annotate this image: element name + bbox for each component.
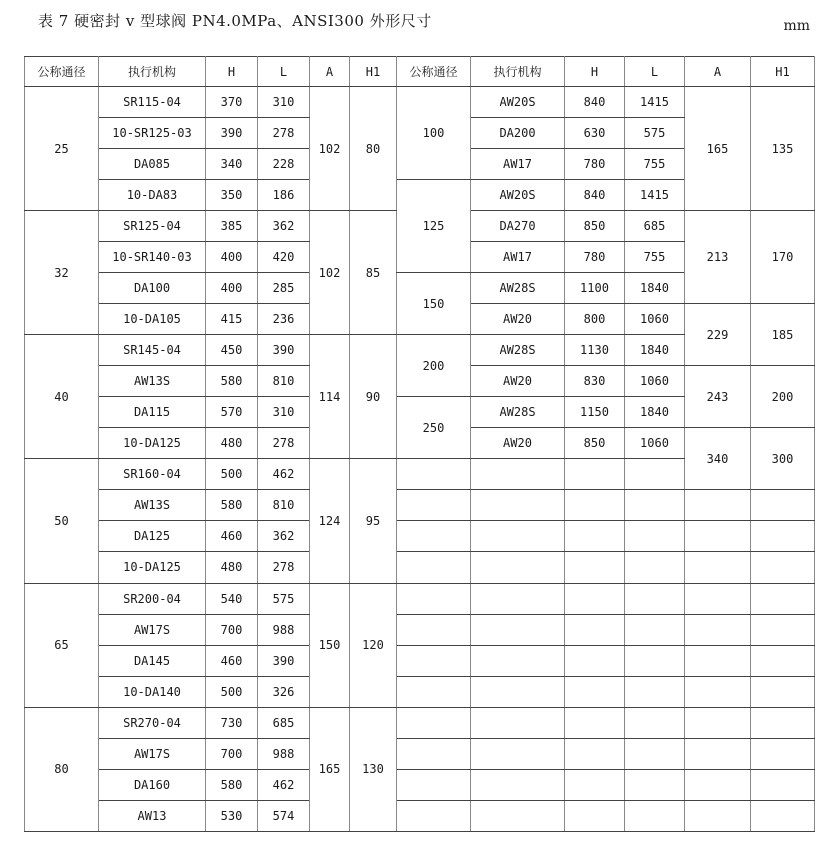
actuator-cell: SR160-04	[99, 459, 206, 490]
height-cell: 460	[206, 521, 258, 552]
empty-cell	[397, 490, 471, 521]
column-header: 公称通径	[397, 57, 471, 87]
table-row	[25, 676, 815, 707]
height-cell: 850	[565, 211, 625, 242]
table-row	[25, 87, 815, 118]
table-row	[25, 769, 815, 800]
length-cell: 1840	[625, 397, 685, 428]
empty-cell	[625, 614, 685, 645]
column-header: L	[625, 57, 685, 87]
actuator-cell: AW20S	[471, 180, 565, 211]
actuator-cell: AW13S	[99, 490, 206, 521]
empty-cell	[397, 676, 471, 707]
length-cell: 1415	[625, 87, 685, 118]
empty-cell	[625, 459, 685, 490]
actuator-cell: 10-SR140-03	[99, 242, 206, 273]
a-dimension-cell: 150	[310, 583, 350, 707]
nominal-diameter-cell: 150	[397, 273, 471, 335]
actuator-cell: AW17	[471, 242, 565, 273]
h1-dimension-cell: 130	[350, 707, 397, 831]
actuator-cell: 10-DA125	[99, 552, 206, 583]
table-row	[25, 800, 815, 831]
a-dimension-cell: 102	[310, 87, 350, 211]
column-header: 执行机构	[471, 57, 565, 87]
empty-cell	[625, 707, 685, 738]
empty-cell	[751, 676, 815, 707]
empty-cell	[471, 521, 565, 552]
height-cell: 480	[206, 428, 258, 459]
empty-cell	[565, 459, 625, 490]
empty-cell	[625, 645, 685, 676]
actuator-cell: 10-DA105	[99, 304, 206, 335]
a-dimension-cell: 340	[685, 428, 751, 490]
height-cell: 370	[206, 87, 258, 118]
actuator-cell: AW20	[471, 304, 565, 335]
empty-cell	[397, 521, 471, 552]
height-cell: 800	[565, 304, 625, 335]
actuator-cell: AW17S	[99, 738, 206, 769]
table-row	[25, 707, 815, 738]
length-cell: 310	[258, 87, 310, 118]
actuator-cell: DA145	[99, 645, 206, 676]
empty-cell	[565, 521, 625, 552]
header-row	[25, 57, 815, 87]
a-dimension-cell: 213	[685, 211, 751, 304]
empty-cell	[685, 552, 751, 583]
actuator-cell: AW20	[471, 366, 565, 397]
nominal-diameter-cell: 250	[397, 397, 471, 459]
length-cell: 1840	[625, 273, 685, 304]
h1-dimension-cell: 85	[350, 211, 397, 335]
length-cell: 186	[258, 180, 310, 211]
length-cell: 1060	[625, 428, 685, 459]
nominal-diameter-cell: 100	[397, 87, 471, 180]
empty-cell	[625, 552, 685, 583]
length-cell: 988	[258, 614, 310, 645]
empty-cell	[565, 738, 625, 769]
dimension-table	[24, 56, 815, 832]
height-cell: 1150	[565, 397, 625, 428]
height-cell: 400	[206, 273, 258, 304]
empty-cell	[751, 490, 815, 521]
empty-cell	[471, 552, 565, 583]
empty-cell	[685, 738, 751, 769]
length-cell: 1840	[625, 335, 685, 366]
empty-cell	[625, 521, 685, 552]
length-cell: 362	[258, 521, 310, 552]
empty-cell	[685, 707, 751, 738]
column-header: H1	[350, 57, 397, 87]
length-cell: 310	[258, 397, 310, 428]
length-cell: 1060	[625, 304, 685, 335]
a-dimension-cell: 114	[310, 335, 350, 459]
empty-cell	[751, 645, 815, 676]
table-caption: 表 7 硬密封 v 型球阀 PN4.0MPa、ANSI300 外形尺寸	[38, 12, 432, 30]
height-cell: 580	[206, 490, 258, 521]
empty-cell	[751, 583, 815, 614]
h1-dimension-cell: 170	[751, 211, 815, 304]
actuator-cell: DA100	[99, 273, 206, 304]
height-cell: 830	[565, 366, 625, 397]
height-cell: 460	[206, 645, 258, 676]
height-cell: 450	[206, 335, 258, 366]
length-cell: 390	[258, 645, 310, 676]
empty-cell	[471, 738, 565, 769]
empty-cell	[471, 676, 565, 707]
table-row	[25, 552, 815, 583]
height-cell: 350	[206, 180, 258, 211]
actuator-cell: DA125	[99, 521, 206, 552]
empty-cell	[397, 459, 471, 490]
empty-cell	[471, 769, 565, 800]
height-cell: 580	[206, 366, 258, 397]
length-cell: 278	[258, 428, 310, 459]
length-cell: 685	[625, 211, 685, 242]
length-cell: 810	[258, 366, 310, 397]
actuator-cell: AW17S	[99, 614, 206, 645]
nominal-diameter-cell: 50	[25, 459, 99, 583]
actuator-cell: AW20	[471, 428, 565, 459]
height-cell: 700	[206, 614, 258, 645]
empty-cell	[685, 800, 751, 831]
empty-cell	[565, 614, 625, 645]
empty-cell	[751, 614, 815, 645]
empty-cell	[565, 645, 625, 676]
empty-cell	[625, 800, 685, 831]
empty-cell	[625, 676, 685, 707]
length-cell: 685	[258, 707, 310, 738]
height-cell: 500	[206, 459, 258, 490]
actuator-cell: AW17	[471, 149, 565, 180]
a-dimension-cell: 165	[310, 707, 350, 831]
empty-cell	[397, 707, 471, 738]
height-cell: 390	[206, 118, 258, 149]
h1-dimension-cell: 120	[350, 583, 397, 707]
height-cell: 780	[565, 149, 625, 180]
empty-cell	[625, 769, 685, 800]
height-cell: 570	[206, 397, 258, 428]
actuator-cell: SR200-04	[99, 583, 206, 614]
h1-dimension-cell: 200	[751, 366, 815, 428]
length-cell: 236	[258, 304, 310, 335]
empty-cell	[685, 676, 751, 707]
column-header: H1	[751, 57, 815, 87]
nominal-diameter-cell: 65	[25, 583, 99, 707]
height-cell: 730	[206, 707, 258, 738]
h1-dimension-cell: 95	[350, 459, 397, 583]
actuator-cell: AW28S	[471, 335, 565, 366]
actuator-cell: SR125-04	[99, 211, 206, 242]
length-cell: 462	[258, 769, 310, 800]
a-dimension-cell: 165	[685, 87, 751, 211]
length-cell: 574	[258, 800, 310, 831]
h1-dimension-cell: 185	[751, 304, 815, 366]
a-dimension-cell: 243	[685, 366, 751, 428]
empty-cell	[471, 645, 565, 676]
actuator-cell: SR270-04	[99, 707, 206, 738]
empty-cell	[471, 707, 565, 738]
actuator-cell: AW20S	[471, 87, 565, 118]
length-cell: 462	[258, 459, 310, 490]
column-header: A	[310, 57, 350, 87]
empty-cell	[471, 459, 565, 490]
column-header: H	[565, 57, 625, 87]
length-cell: 285	[258, 273, 310, 304]
length-cell: 988	[258, 738, 310, 769]
nominal-diameter-cell: 40	[25, 335, 99, 459]
height-cell: 840	[565, 87, 625, 118]
length-cell: 390	[258, 335, 310, 366]
empty-cell	[565, 676, 625, 707]
empty-cell	[565, 707, 625, 738]
empty-cell	[397, 583, 471, 614]
empty-cell	[625, 738, 685, 769]
h1-dimension-cell: 90	[350, 335, 397, 459]
height-cell: 840	[565, 180, 625, 211]
height-cell: 500	[206, 676, 258, 707]
height-cell: 530	[206, 800, 258, 831]
actuator-cell: 10-DA140	[99, 676, 206, 707]
actuator-cell: SR145-04	[99, 335, 206, 366]
table-row	[25, 583, 815, 614]
length-cell: 362	[258, 211, 310, 242]
length-cell: 228	[258, 149, 310, 180]
empty-cell	[471, 800, 565, 831]
height-cell: 415	[206, 304, 258, 335]
actuator-cell: AW13	[99, 800, 206, 831]
empty-cell	[471, 490, 565, 521]
empty-cell	[565, 800, 625, 831]
empty-cell	[751, 738, 815, 769]
empty-cell	[397, 614, 471, 645]
actuator-cell: DA160	[99, 769, 206, 800]
actuator-cell: 10-SR125-03	[99, 118, 206, 149]
length-cell: 810	[258, 490, 310, 521]
empty-cell	[397, 552, 471, 583]
a-dimension-cell: 229	[685, 304, 751, 366]
empty-cell	[565, 552, 625, 583]
empty-cell	[625, 490, 685, 521]
height-cell: 630	[565, 118, 625, 149]
column-header: 公称通径	[25, 57, 99, 87]
empty-cell	[625, 583, 685, 614]
nominal-diameter-cell: 25	[25, 87, 99, 211]
height-cell: 1130	[565, 335, 625, 366]
height-cell: 480	[206, 552, 258, 583]
table-row	[25, 521, 815, 552]
h1-dimension-cell: 80	[350, 87, 397, 211]
actuator-cell: DA270	[471, 211, 565, 242]
column-header: 执行机构	[99, 57, 206, 87]
empty-cell	[471, 583, 565, 614]
actuator-cell: DA200	[471, 118, 565, 149]
empty-cell	[685, 521, 751, 552]
nominal-diameter-cell: 32	[25, 211, 99, 335]
nominal-diameter-cell: 125	[397, 180, 471, 273]
length-cell: 755	[625, 149, 685, 180]
length-cell: 1415	[625, 180, 685, 211]
height-cell: 385	[206, 211, 258, 242]
column-header: H	[206, 57, 258, 87]
empty-cell	[685, 583, 751, 614]
height-cell: 580	[206, 769, 258, 800]
actuator-cell: DA115	[99, 397, 206, 428]
column-header: L	[258, 57, 310, 87]
table-row	[25, 614, 815, 645]
empty-cell	[751, 552, 815, 583]
column-header: A	[685, 57, 751, 87]
length-cell: 575	[625, 118, 685, 149]
actuator-cell: 10-DA83	[99, 180, 206, 211]
empty-cell	[685, 645, 751, 676]
length-cell: 278	[258, 552, 310, 583]
length-cell: 1060	[625, 366, 685, 397]
empty-cell	[685, 769, 751, 800]
length-cell: 326	[258, 676, 310, 707]
h1-dimension-cell: 135	[751, 87, 815, 211]
empty-cell	[565, 583, 625, 614]
unit-label: mm	[783, 18, 810, 34]
empty-cell	[397, 769, 471, 800]
actuator-cell: DA085	[99, 149, 206, 180]
empty-cell	[565, 769, 625, 800]
empty-cell	[685, 614, 751, 645]
height-cell: 850	[565, 428, 625, 459]
height-cell: 1100	[565, 273, 625, 304]
length-cell: 420	[258, 242, 310, 273]
height-cell: 700	[206, 738, 258, 769]
nominal-diameter-cell: 200	[397, 335, 471, 397]
actuator-cell: AW28S	[471, 397, 565, 428]
empty-cell	[685, 490, 751, 521]
empty-cell	[751, 707, 815, 738]
length-cell: 278	[258, 118, 310, 149]
empty-cell	[565, 490, 625, 521]
height-cell: 780	[565, 242, 625, 273]
actuator-cell: SR115-04	[99, 87, 206, 118]
empty-cell	[751, 521, 815, 552]
nominal-diameter-cell: 80	[25, 707, 99, 831]
empty-cell	[751, 769, 815, 800]
height-cell: 340	[206, 149, 258, 180]
a-dimension-cell: 102	[310, 211, 350, 335]
table-row	[25, 645, 815, 676]
length-cell: 575	[258, 583, 310, 614]
empty-cell	[397, 800, 471, 831]
table-row	[25, 738, 815, 769]
actuator-cell: AW13S	[99, 366, 206, 397]
length-cell: 755	[625, 242, 685, 273]
empty-cell	[397, 645, 471, 676]
empty-cell	[751, 800, 815, 831]
actuator-cell: 10-DA125	[99, 428, 206, 459]
height-cell: 540	[206, 583, 258, 614]
a-dimension-cell: 124	[310, 459, 350, 583]
empty-cell	[397, 738, 471, 769]
table-row	[25, 490, 815, 521]
h1-dimension-cell: 300	[751, 428, 815, 490]
empty-cell	[471, 614, 565, 645]
height-cell: 400	[206, 242, 258, 273]
actuator-cell: AW28S	[471, 273, 565, 304]
